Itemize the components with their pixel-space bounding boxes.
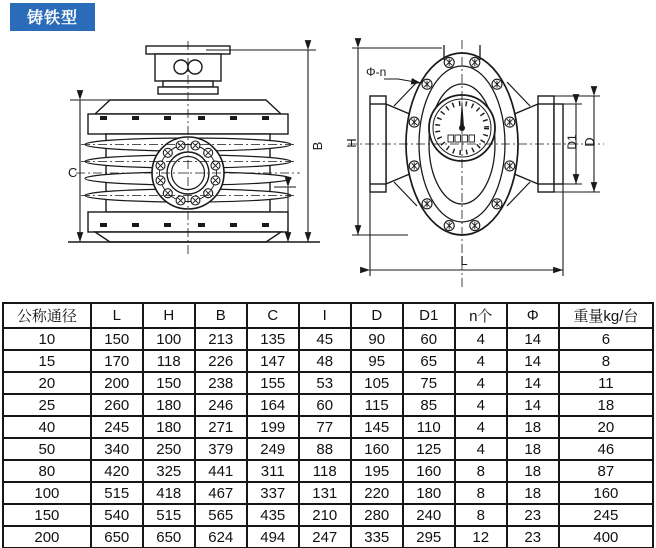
table-cell: 170 (91, 350, 143, 372)
dim-label-b: B (310, 141, 325, 151)
table-cell: 100 (143, 328, 195, 350)
table-cell: 515 (91, 482, 143, 504)
dim-label-d1: D1 (565, 134, 579, 150)
table-cell: 435 (247, 504, 299, 526)
table-cell: 311 (247, 460, 299, 482)
dim-label-c: C (68, 165, 78, 180)
table-cell: 14 (507, 350, 559, 372)
table-cell: 60 (403, 328, 455, 350)
table-cell: 115 (351, 394, 403, 416)
table-cell: 11 (559, 372, 653, 394)
table-cell: 4 (455, 416, 507, 438)
table-row (3, 350, 653, 372)
table-cell: 46 (559, 438, 653, 460)
table-cell: 23 (507, 504, 559, 526)
table-row (3, 482, 653, 504)
table-cell: 155 (247, 372, 299, 394)
table-cell: 75 (403, 372, 455, 394)
table-cell: 88 (299, 438, 351, 460)
table-cell: 14 (507, 328, 559, 350)
table-cell: 12 (455, 526, 507, 548)
table-cell: 118 (143, 350, 195, 372)
column-header: n个 (455, 303, 507, 328)
table-cell: 65 (403, 350, 455, 372)
column-header: L (91, 303, 143, 328)
table-cell: 4 (455, 438, 507, 460)
table-cell: 20 (3, 372, 91, 394)
table-cell: 100 (3, 482, 91, 504)
table-cell: 10 (3, 328, 91, 350)
table-cell: 160 (351, 438, 403, 460)
table-cell: 624 (195, 526, 247, 548)
table-cell: 48 (299, 350, 351, 372)
table-cell: 160 (403, 460, 455, 482)
table-cell: 110 (403, 416, 455, 438)
table-cell: 200 (91, 372, 143, 394)
table-cell: 271 (195, 416, 247, 438)
table-cell: 494 (247, 526, 299, 548)
table-cell: 80 (3, 460, 91, 482)
table-cell: 180 (143, 394, 195, 416)
column-header: I (299, 303, 351, 328)
table-cell: 53 (299, 372, 351, 394)
title-badge: 铸铁型 (10, 3, 95, 31)
table-row (3, 438, 653, 460)
table-cell: 150 (143, 372, 195, 394)
table-cell: 295 (403, 526, 455, 548)
table-cell: 18 (507, 482, 559, 504)
spec-table-body (3, 328, 653, 548)
table-cell: 650 (143, 526, 195, 548)
table-cell: 14 (507, 372, 559, 394)
table-cell: 199 (247, 416, 299, 438)
table-cell: 226 (195, 350, 247, 372)
table-cell: 4 (455, 372, 507, 394)
table-row (3, 372, 653, 394)
spec-table (2, 302, 654, 548)
front-view-drawing (338, 38, 654, 300)
table-cell: 240 (403, 504, 455, 526)
table-cell: 23 (507, 526, 559, 548)
column-header: 公称通径 (3, 303, 91, 328)
table-cell: 135 (247, 328, 299, 350)
table-row (3, 328, 653, 350)
column-header: Φ (507, 303, 559, 328)
table-cell: 245 (91, 416, 143, 438)
table-cell: 6 (559, 328, 653, 350)
table-cell: 15 (3, 350, 91, 372)
dim-label-i: I (272, 210, 286, 214)
table-cell: 150 (91, 328, 143, 350)
table-cell: 164 (247, 394, 299, 416)
table-cell: 220 (351, 482, 403, 504)
table-cell: 441 (195, 460, 247, 482)
dim-label-d: D (582, 137, 597, 147)
table-cell: 210 (299, 504, 351, 526)
table-cell: 8 (455, 504, 507, 526)
table-cell: 45 (299, 328, 351, 350)
table-row (3, 460, 653, 482)
table-cell: 379 (195, 438, 247, 460)
table-cell: 77 (299, 416, 351, 438)
table-cell: 150 (3, 504, 91, 526)
table-cell: 8 (455, 460, 507, 482)
bolt-note-label: Φ-n (366, 65, 387, 79)
table-cell: 213 (195, 328, 247, 350)
column-header: H (143, 303, 195, 328)
table-cell: 4 (455, 394, 507, 416)
table-cell: 18 (507, 460, 559, 482)
table-cell: 247 (299, 526, 351, 548)
table-cell: 195 (351, 460, 403, 482)
column-header: D1 (403, 303, 455, 328)
column-header: B (195, 303, 247, 328)
table-cell: 540 (91, 504, 143, 526)
table-cell: 60 (299, 394, 351, 416)
table-cell: 118 (299, 460, 351, 482)
dim-label-l: L (460, 253, 468, 268)
table-cell: 95 (351, 350, 403, 372)
table-cell: 260 (91, 394, 143, 416)
table-cell: 14 (507, 394, 559, 416)
table-cell: 249 (247, 438, 299, 460)
table-cell: 325 (143, 460, 195, 482)
column-header: D (351, 303, 403, 328)
column-header: 重量kg/台 (559, 303, 653, 328)
table-cell: 105 (351, 372, 403, 394)
table-cell: 246 (195, 394, 247, 416)
table-cell: 180 (403, 482, 455, 504)
table-cell: 515 (143, 504, 195, 526)
table-cell: 335 (351, 526, 403, 548)
table-cell: 8 (559, 350, 653, 372)
table-cell: 418 (143, 482, 195, 504)
table-cell: 467 (195, 482, 247, 504)
dim-label-h: H (344, 138, 359, 148)
table-cell: 337 (247, 482, 299, 504)
table-cell: 565 (195, 504, 247, 526)
table-row (3, 416, 653, 438)
table-cell: 40 (3, 416, 91, 438)
table-cell: 650 (91, 526, 143, 548)
table-cell: 87 (559, 460, 653, 482)
table-cell: 238 (195, 372, 247, 394)
table-cell: 50 (3, 438, 91, 460)
table-cell: 8 (455, 482, 507, 504)
table-cell: 145 (351, 416, 403, 438)
table-cell: 4 (455, 328, 507, 350)
table-cell: 400 (559, 526, 653, 548)
table-cell: 280 (351, 504, 403, 526)
table-cell: 340 (91, 438, 143, 460)
table-cell: 200 (3, 526, 91, 548)
table-cell: 250 (143, 438, 195, 460)
table-cell: 18 (559, 394, 653, 416)
side-view-drawing (48, 40, 343, 262)
column-header: C (247, 303, 299, 328)
table-cell: 180 (143, 416, 195, 438)
table-cell: 25 (3, 394, 91, 416)
table-cell: 4 (455, 350, 507, 372)
table-row (3, 394, 653, 416)
table-cell: 18 (507, 416, 559, 438)
table-row (3, 504, 653, 526)
table-cell: 420 (91, 460, 143, 482)
table-cell: 131 (299, 482, 351, 504)
table-row (3, 526, 653, 548)
table-cell: 20 (559, 416, 653, 438)
table-cell: 90 (351, 328, 403, 350)
table-cell: 160 (559, 482, 653, 504)
table-cell: 18 (507, 438, 559, 460)
table-cell: 245 (559, 504, 653, 526)
spec-table-head-row (3, 303, 653, 328)
table-cell: 85 (403, 394, 455, 416)
table-cell: 147 (247, 350, 299, 372)
table-cell: 125 (403, 438, 455, 460)
